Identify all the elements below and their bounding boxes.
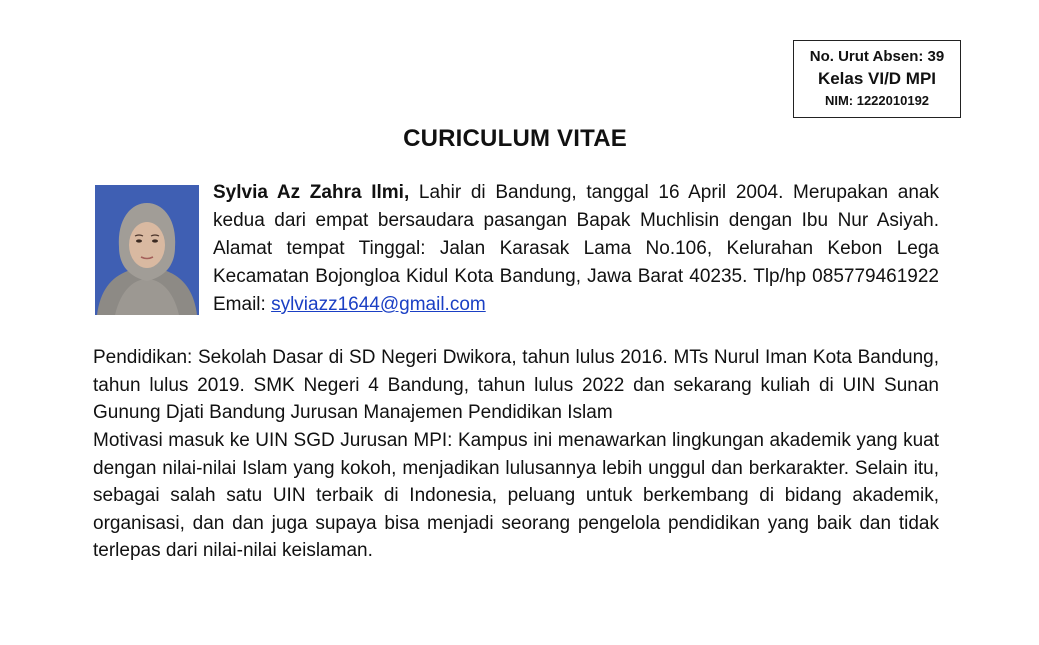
page-title: CURICULUM VITAE bbox=[403, 125, 627, 152]
motivation-paragraph: Motivasi masuk ke UIN SGD Jurusan MPI: Kampus ini menawarkan lingkungan akademik yang kuat dengan nilai-nilai Islam yang kokoh, menjadikan lulusannya lebih unggul dan berkarakter. Selain itu, sebagai salah satu UIN terbaik di Indonesia, peluang untuk berkembang di bidang akademik, organisasi, dan dan juga supaya bisa menjadi seorang pengelola pendidikan yang baik dan tidak terlepas dari nilai-nilai keislaman. bbox=[93, 430, 939, 561]
person-portrait-icon bbox=[95, 185, 199, 315]
class-label: Kelas VI/D MPI bbox=[817, 69, 937, 88]
bio-text: Lahir di Bandung, tanggal 16 April 2004. Merupakan anak kedua dari empat bersaudara pasangan Bapak Muchlisin dengan Ibu Nur Asiyah. Alamat tempat Tinggal: Jalan Karasak Lama No.106, Kelurahan Kebon Lega Kecamatan Bojongloa Kidul Kota Bandung, Jawa Barat 40235. Tlp/hp 085779461922 Email: bbox=[213, 182, 939, 315]
email-link[interactable]: sylviazz1644@gmail.com bbox=[271, 294, 486, 315]
nim-label: NIM: 1222010192 bbox=[824, 93, 930, 108]
profile-photo bbox=[95, 185, 199, 315]
person-name: Sylvia Az Zahra Ilmi, bbox=[213, 182, 410, 203]
education-paragraph: Pendidikan: Sekolah Dasar di SD Negeri Dwikora, tahun lulus 2016. MTs Nurul Iman Kota Bandung, tahun lulus 2019. SMK Negeri 4 Bandung, tahun lulus 2022 dan sekarang kuliah di UIN Sunan Gunung Djati Bandung Jurusan Manajemen Pendidikan Islam bbox=[93, 347, 939, 423]
absen-number: No. Urut Absen: 39 bbox=[809, 48, 945, 65]
student-info-box bbox=[793, 40, 961, 118]
bio-paragraph bbox=[213, 179, 939, 319]
